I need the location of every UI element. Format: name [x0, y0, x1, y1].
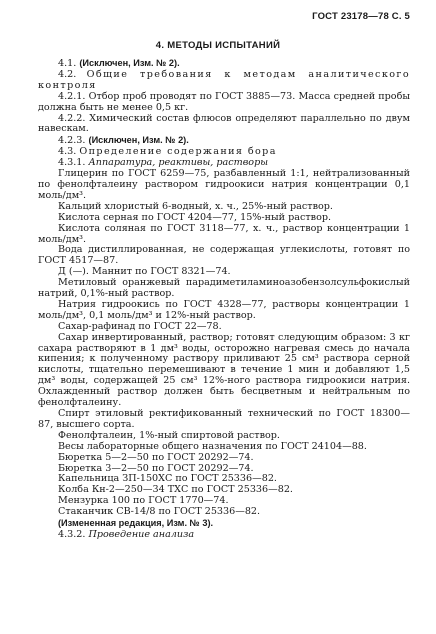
reagent-sulfuric-acid: Кислота серная по ГОСТ 4204—77, 15%-ный раствор.: [58, 211, 332, 223]
clause-4-3-2: 4.3.2. Проведение анализа: [58, 528, 195, 540]
equipment-beaker: Стаканчик СВ-14/8 по ГОСТ 25336—82.: [58, 506, 261, 518]
section-title: 4. МЕТОДЫ ИСПЫТАНИЙ: [155, 40, 281, 51]
reagent-distilled-water: Вода дистиллированная, не содержащая углекислоты, готовят по ГОСТ 4517—87.: [38, 244, 410, 267]
clause-4-2-1: 4.2.1. Отбор проб проводят по ГОСТ 3885—73. Масса средней пробы должна быть не менее 0,5 кг.: [38, 90, 410, 113]
amendment-note: (Измененная редакция, Изм. № 3).: [58, 518, 214, 529]
equipment-burette-5: Бюретка 5—2—50 по ГОСТ 20292—74.: [58, 451, 254, 463]
equipment-balance: Весы лабораторные общего назначения по ГОСТ 24104—88.: [58, 440, 367, 452]
reagent-sodium-hydroxide: Натрия гидроокись по ГОСТ 4328—77, растворы концентрации 1 моль/дм³, 0,1 моль/дм³ и 12%-ный раствор.: [38, 298, 410, 321]
reagent-ethanol: Спирт этиловый ректификованный технический по ГОСТ 18300—87, высшего сорта.: [38, 408, 410, 430]
clause-4-3: 4.3. Определение содержания бора: [58, 146, 277, 158]
equipment-burette-3: Бюретка 3—2—50 по ГОСТ 20292—74.: [58, 462, 254, 474]
reagent-mannitol: Д (—). Маннит по ГОСТ 8321—74.: [58, 266, 231, 278]
clause-4-2-3: 4.2.3. (Исключен, Изм. № 2).: [58, 135, 189, 147]
clause-4-2-2: 4.2.2. Химический состав флюсов определяют параллельно по двум навескам.: [38, 112, 410, 135]
reagent-methyl-orange: Метиловый оранжевый парадиметиламиноазобензолсульфокислый натрий, 0,1%-ный раствор.: [38, 277, 410, 300]
reagent-phenolphthalein: Фенолфталеин, 1%-ный спиртовой раствор.: [58, 429, 280, 441]
reagent-calcium-chloride: Кальций хлористый 6-водный, х. ч., 25%-ный раствор.: [58, 200, 333, 212]
reagent-hydrochloric-acid: Кислота соляная по ГОСТ 3118—77, х. ч., раствор концентрации 1 моль/дм³.: [38, 222, 410, 245]
clause-4-2: 4.2. Общие требования к методам аналитического контроля: [38, 68, 411, 91]
equipment-dropper: Капельница ЗП-150ХС по ГОСТ 25336—82.: [58, 473, 277, 485]
equipment-graduated-cylinder: Мензурка 100 по ГОСТ 1770—74.: [58, 495, 229, 507]
clause-4-1: 4.1. (Исключен, Изм. № 2).: [58, 58, 180, 69]
clause-4-3-1: 4.3.1. Аппаратура, реактивы, растворы: [58, 157, 269, 169]
reagent-sugar: Сахар-рафинад по ГОСТ 22—78.: [58, 320, 222, 332]
reagent-glycerin: Глицерин по ГОСТ 6259—75, разбавленный 1:1, нейтрализованный по фенолфталеину раствором гидроокиси натрия концентрации 0,1 моль/дм³.: [38, 168, 410, 201]
reagent-invert-sugar: Сахар инвертированный, раствор; готовят следующим образом: 3 кг сахара растворяют в 1 дм³ воды, осторожно нагревая смесь до начала кипения; к полученному раствору приливают 25 см³ раствора серной кислоты, тщательно перемешивают в течение 1 мин и добавляют 1,5 дм³ воды, содержащей 25 см³ 12%-ного раствора гидроокиси натрия. Охлажденный раствор должен быть бесцветным и нейтральным по фенолфталеину.: [38, 331, 410, 409]
document-body: [38, 58, 410, 541]
page-header: ГОСТ 23178—78 С. 5: [312, 11, 410, 22]
equipment-flask: Колба Кн-2—250—34 ТХС по ГОСТ 25336—82.: [58, 484, 293, 496]
